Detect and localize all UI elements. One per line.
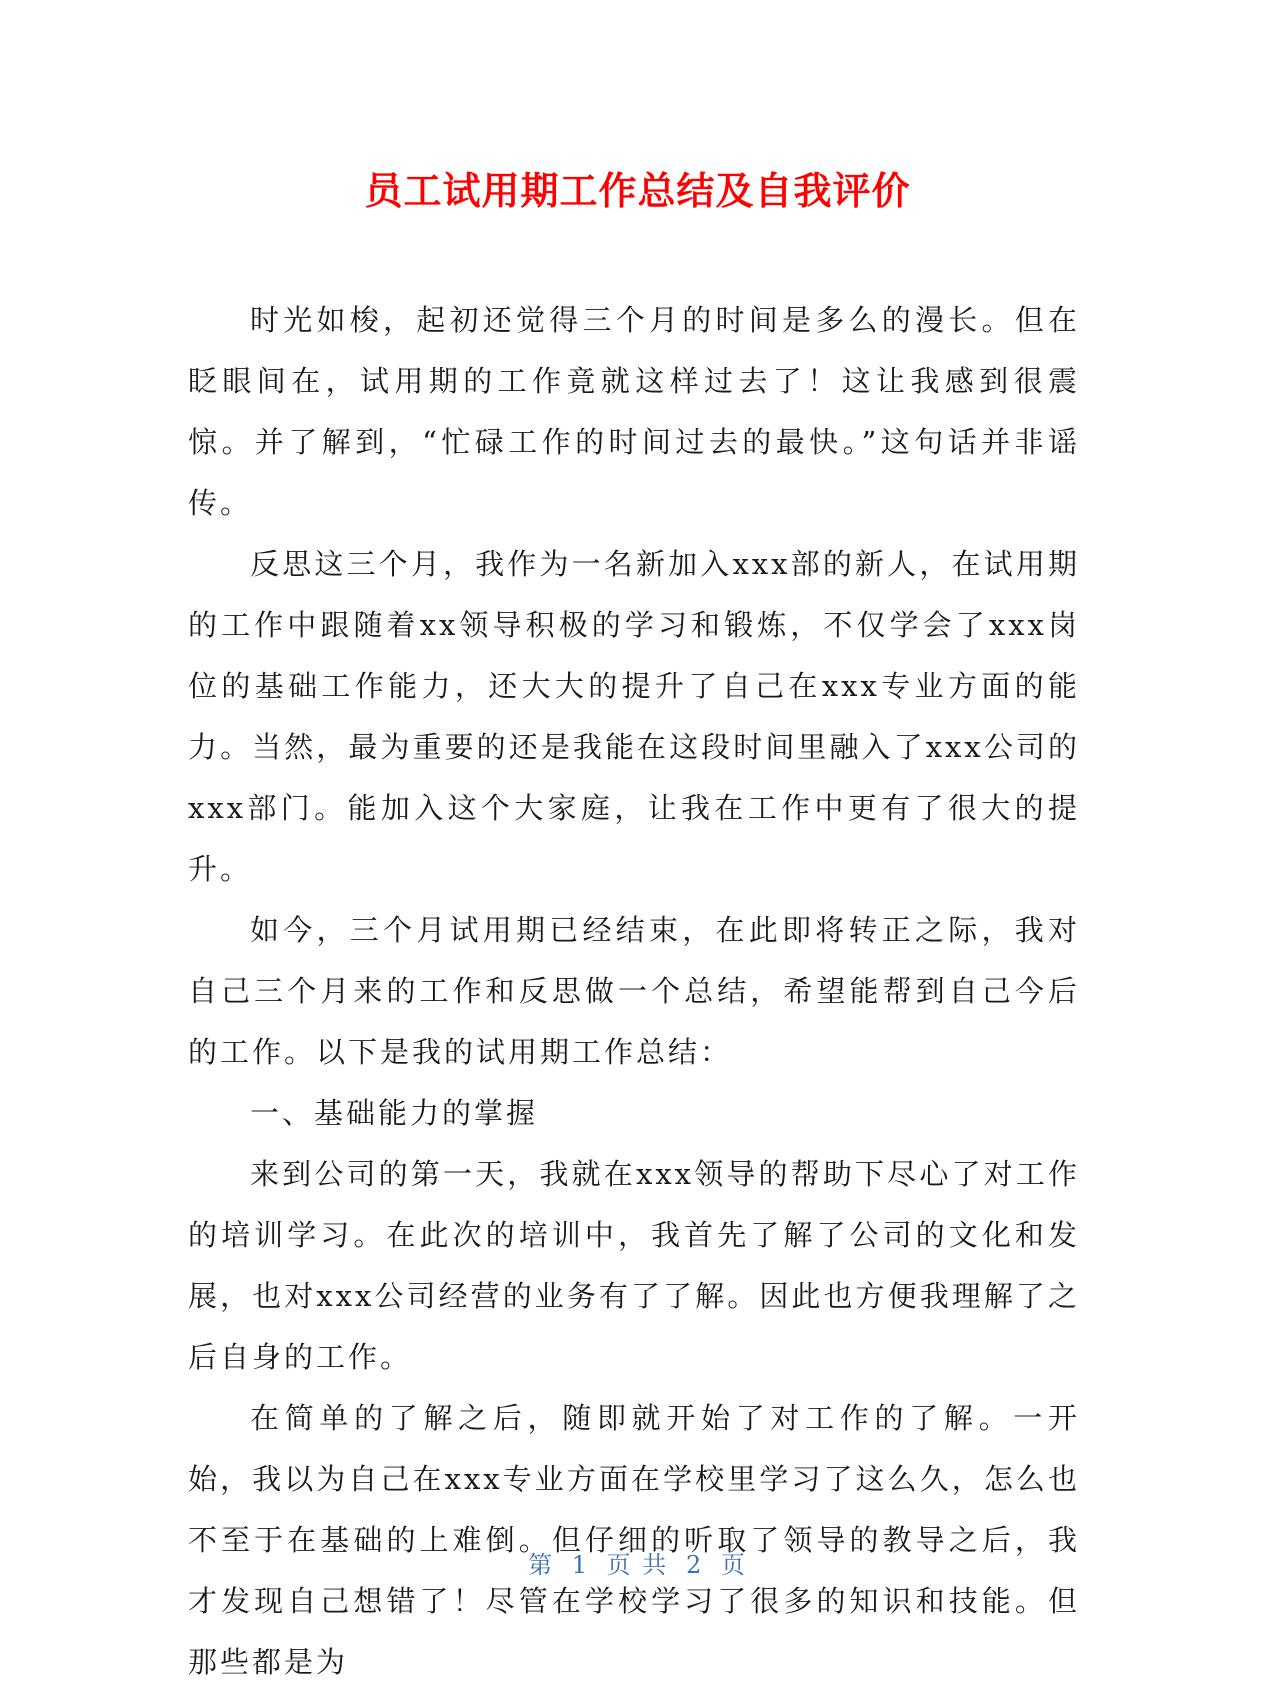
paragraph-4: 来到公司的第一天，我就在xxx领导的帮助下尽心了对工作的培训学习。在此次的培训中，我首先了解了公司的文化和发展，也对xxx公司经营的业务有了了解。因此也方便我理解了之后自身的工作。 (188, 1157, 1080, 1374)
paragraph-5: 在简单的了解之后，随即就开始了对工作的了解。一开始，我以为自己在xxx专业方面在学校里学习了这么久，怎么也不至于在基础的上难倒。但仔细的听取了领导的教导之后，我才发现自己想错了！尽管在学校学习了很多的知识和技能。但那些都是为 (188, 1401, 1080, 1679)
footer-suffix: 页 (720, 1551, 747, 1579)
footer-total-pages: 2 (685, 1551, 704, 1579)
footer-current-page: 1 (571, 1551, 590, 1579)
page-footer (0, 1545, 1275, 1580)
footer-prefix: 第 (528, 1551, 555, 1579)
footer-middle: 页 共 (606, 1551, 669, 1579)
document-body (188, 290, 1080, 1693)
section-heading-1: 一、基础能力的掌握 (250, 1096, 539, 1130)
paragraph-2: 反思这三个月，我作为一名新加入xxx部的新人，在试用期的工作中跟随着xx领导积极的学习和锻炼，不仅学会了xxx岗位的基础工作能力，还大大的提升了自己在xxx专业方面的能力。当然，最为重要的还是我能在这段时间里融入了xxx公司的xxx部门。能加入这个大家庭，让我在工作中更有了很大的提升。 (188, 547, 1080, 886)
document-title: 员工试用期工作总结及自我评价 (364, 169, 911, 213)
paragraph-1: 时光如梭，起初还觉得三个月的时间是多么的漫长。但在眨眼间在，试用期的工作竟就这样过去了！这让我感到很震惊。并了解到，“忙碌工作的时间过去的最快。”这句话并非谣传。 (188, 303, 1080, 520)
paragraph-3: 如今，三个月试用期已经结束，在此即将转正之际，我对自己三个月来的工作和反思做一个总结，希望能帮到自己今后的工作。以下是我的试用期工作总结： (188, 913, 1080, 1069)
